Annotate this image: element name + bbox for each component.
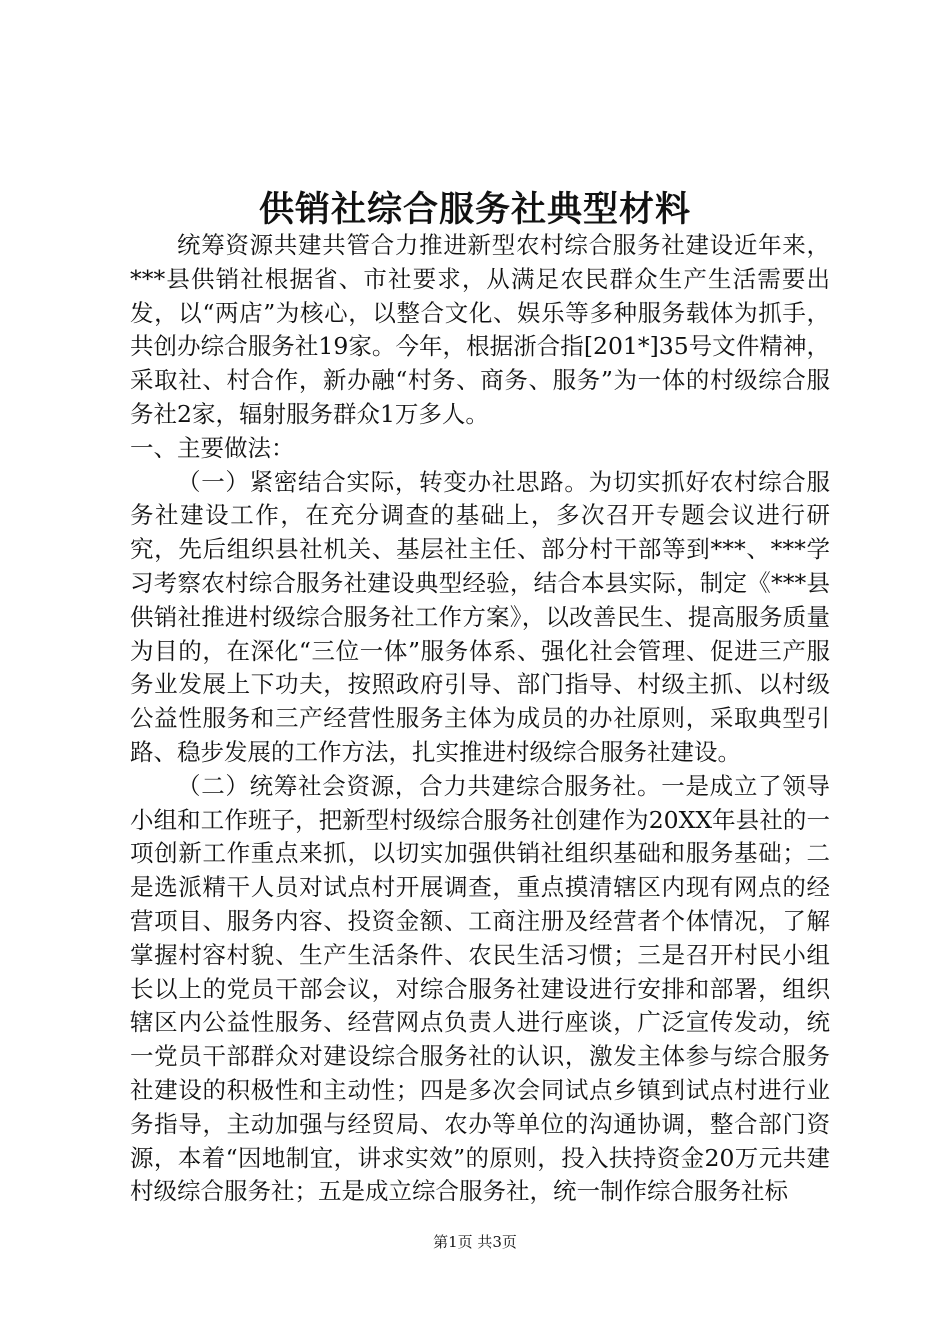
paragraph-item-1: （一）紧密结合实际，转变办社思路。为切实抓好农村综合服务社建设工作，在充分调查的基础上，多次召开专题会议进行研究，先后组织县社机关、基层社主任、部分村干部等到***、***学习考察农村综合服务社建设典型经验，结合本县实际，制定《***县供销社推进村级综合服务社工作方案》，以改善民生、提高服务质量为目的，在深化“三位一体”服务体系、强化社会管理、促进三产服务业发展上下功夫，按照政府引导、部门指导、村级主抓、以村级公益性服务和三产经营性服务主体为成员的办社原则，采取典型引路、稳步发展的工作方法，扎实推进村级综合服务社建设。 <box>130 467 830 766</box>
section-heading: 一、主要做法： <box>130 433 295 462</box>
paragraph-intro: 统筹资源共建共管合力推进新型农村综合服务社建设近年来，***县供销社根据省、市社要求，从满足农民群众生产生活需要出发，以“两店”为核心，以整合文化、娱乐等多种服务载体为抓手，共创办综合服务社19家。今年，根据浙合指[201*]35号文件精神，采取社、村合作，新办融“村务、商务、服务”为一体的村级综合服务社2家，辐射服务群众1万多人。 <box>130 231 830 428</box>
document-body <box>130 229 830 1209</box>
paragraph-item-2: （二）统筹社会资源，合力共建综合服务社。一是成立了领导小组和工作班子，把新型村级综合服务社创建作为20XX年县社的一项创新工作重点来抓，以切实加强供销社组织基础和服务基础；二是选派精干人员对试点村开展调查，重点摸清辖区内现有网点的经营项目、服务内容、投资金额、工商注册及经营者个体情况，了解掌握村容村貌、生产生活条件、农民生活习惯；三是召开村民小组长以上的党员干部会议，对综合服务社建设进行安排和部署，组织辖区内公益性服务、经营网点负责人进行座谈，广泛宣传发动，统一党员干部群众对建设综合服务社的认识，激发主体参与综合服务社建设的积极性和主动性；四是多次会同试点乡镇到试点村进行业务指导，主动加强与经贸局、农办等单位的沟通协调，整合部门资源，本着“因地制宜，讲求实效”的原则，投入扶持资金20万元共建村级综合服务社；五是成立综合服务社，统一制作综合服务社标 <box>130 771 830 1206</box>
document-title: 供销社综合服务社典型材料 <box>258 189 691 230</box>
page-footer: 第1页 共3页 <box>433 1233 517 1251</box>
